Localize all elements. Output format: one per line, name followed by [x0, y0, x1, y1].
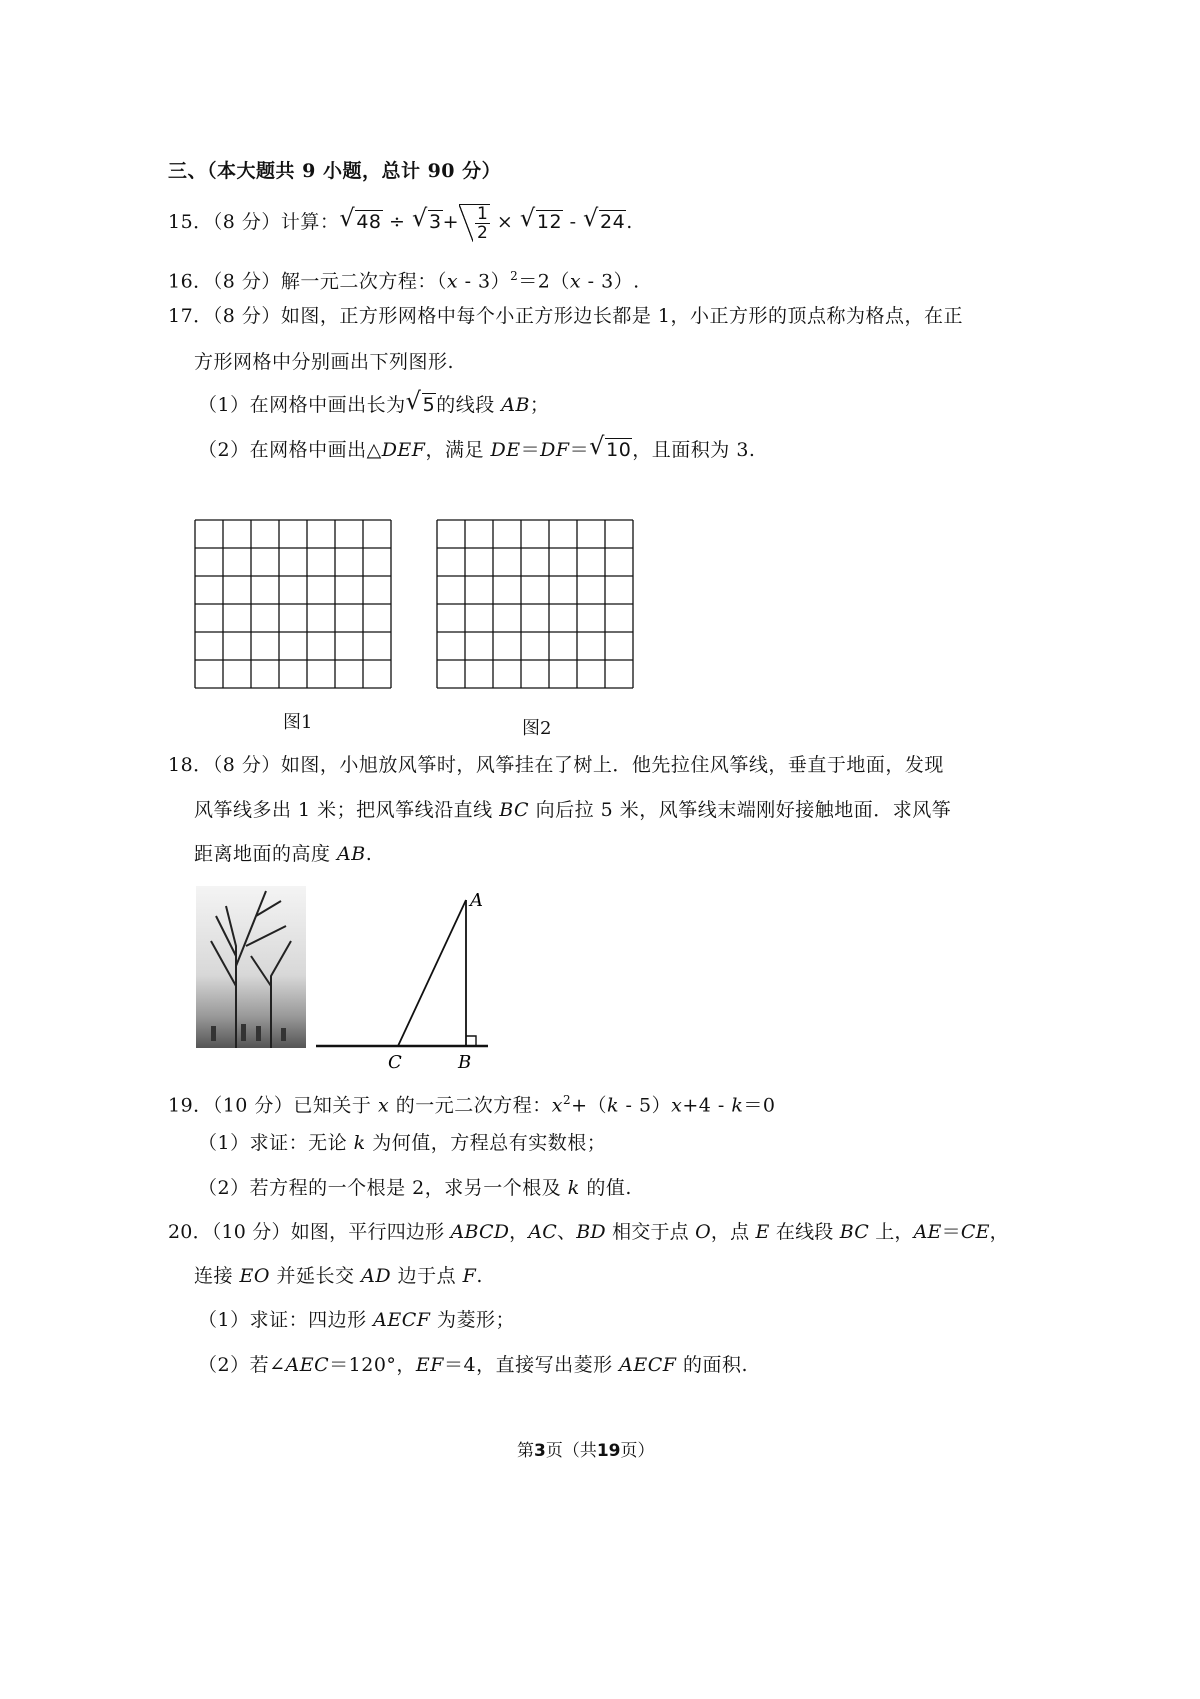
- angle-aec: AEC: [285, 1354, 330, 1376]
- q20-part2-text: 的面积.: [676, 1354, 749, 1376]
- section-header: 三、（本大题共 9 小题，总计 90 分）: [168, 160, 502, 182]
- point-e: E: [755, 1221, 770, 1243]
- sqrt-half: [459, 204, 490, 242]
- q17-part1-text: （1）在网格中画出长为: [198, 394, 406, 416]
- q15-period: .: [626, 211, 633, 233]
- grid-figure-1: [194, 519, 392, 689]
- var-x: x: [446, 270, 459, 293]
- equals-sign: ＝: [520, 439, 541, 461]
- question-20-line2: [194, 1263, 483, 1289]
- q20-text: 相交于点: [605, 1221, 696, 1243]
- segment-ac-line: [398, 900, 466, 1046]
- question-16: [168, 263, 640, 294]
- quadrilateral-aecf: AECF: [619, 1354, 677, 1376]
- q16-text: （8 分）解一元二次方程：（: [212, 270, 447, 293]
- segment-ce: CE: [960, 1221, 990, 1243]
- label-a: A: [470, 890, 483, 911]
- figure-1-caption: 图1: [283, 712, 313, 733]
- segment-ae: AE: [913, 1221, 942, 1243]
- segment-df: DF: [540, 439, 570, 461]
- segment-ab: AB: [501, 394, 530, 416]
- q19-text: 的一元二次方程：: [389, 1094, 552, 1117]
- label-c: C: [388, 1052, 402, 1072]
- q19-part2-text: 的值.: [579, 1177, 632, 1199]
- q16-number: 16．: [168, 270, 213, 293]
- label-b: B: [458, 1052, 472, 1072]
- q19-text: +（: [571, 1094, 607, 1117]
- grid-figure-2: [436, 519, 634, 689]
- segment-ac: AC: [528, 1221, 558, 1243]
- q19-part2: [198, 1175, 632, 1201]
- segment-ad: AD: [361, 1265, 392, 1287]
- q17-part2-text: （2）在网格中画出△: [198, 439, 382, 461]
- q16-text: ＝2（: [518, 270, 570, 293]
- q20-text: （10 分）如图，平行四边形: [211, 1221, 451, 1243]
- sqrt-10: √ 10: [591, 437, 632, 463]
- var-k: k: [353, 1132, 366, 1154]
- footer-text: 页（共: [545, 1441, 597, 1461]
- var-k: k: [607, 1094, 620, 1117]
- q17-part2: [198, 437, 755, 463]
- line-bc: BC: [499, 799, 530, 821]
- q20-text: ，: [989, 1221, 1009, 1243]
- fraction-denominator: 2: [477, 223, 489, 243]
- q20-part1-text: （1）求证：四边形: [198, 1309, 374, 1331]
- point-f: F: [462, 1265, 477, 1287]
- kite-diagram: [310, 886, 500, 1072]
- segment-ef: EF: [415, 1354, 444, 1376]
- q20-part2-text: （2）若∠: [198, 1354, 286, 1376]
- footer-text: 第: [517, 1441, 534, 1461]
- divide-sign: ÷: [382, 211, 413, 233]
- question-18-line1: [168, 752, 944, 778]
- q19-part1-text: 为何值，方程总有实数根；: [365, 1132, 607, 1154]
- q18-text: （8 分）如图，小旭放风筝时，风筝挂在了树上．他先拉住风筝线，垂直于地面，发现: [212, 754, 944, 776]
- q19-part1-text: （1）求证：无论: [198, 1132, 354, 1154]
- q20-text: 上，: [868, 1221, 914, 1243]
- q16-text: - 3）.: [581, 270, 640, 293]
- page-number: 3: [534, 1441, 546, 1461]
- question-20-line1: [168, 1219, 1009, 1245]
- q20-part2-text: ＝120°，: [329, 1354, 416, 1376]
- question-15: [168, 204, 633, 242]
- var-x: x: [671, 1094, 683, 1117]
- q19-part2-text: （2）若方程的一个根是 2，求另一个根及: [198, 1177, 568, 1199]
- tree-illustration: [196, 886, 306, 1048]
- q15-number: 15．: [168, 211, 213, 233]
- equals-sign: ＝: [569, 439, 590, 461]
- var-k: k: [731, 1094, 744, 1117]
- sqrt-24: √ 24: [585, 209, 626, 235]
- q18-number: 18．: [168, 754, 213, 776]
- question-19-line1: [168, 1087, 775, 1118]
- var-x: x: [377, 1094, 390, 1117]
- question-18-line2: [194, 797, 951, 823]
- question-17-line1: [168, 303, 963, 329]
- var-x: x: [551, 1094, 563, 1117]
- figure-2-caption: 图2: [522, 718, 552, 739]
- q17-part1: [198, 392, 549, 418]
- question-18-line3: [194, 841, 372, 867]
- q20-part2-text: ＝4，直接写出菱形: [443, 1354, 620, 1376]
- q19-number: 19．: [168, 1094, 213, 1117]
- height-ab: AB: [337, 843, 366, 865]
- q17-text: （8 分）如图，正方形网格中每个小正方形边长都是 1，小正方形的顶点称为格点，在正: [212, 305, 963, 327]
- q17-part1-text: ；: [529, 394, 550, 416]
- q20-text: 并延长交: [270, 1265, 362, 1287]
- triangle-def: DEF: [381, 439, 426, 461]
- times-sign: ×: [490, 211, 520, 233]
- segment-de: DE: [490, 439, 521, 461]
- q19-text: （10 分）已知关于: [212, 1094, 378, 1117]
- minus-sign: -: [563, 211, 584, 233]
- question-17-line2: 方形网格中分别画出下列图形.: [194, 351, 455, 373]
- q17-part2-text: ，满足: [425, 439, 491, 461]
- q17-part1-text: 的线段: [436, 394, 502, 416]
- q20-text: .: [476, 1265, 483, 1287]
- q20-part2: [198, 1352, 748, 1378]
- segment-eo: EO: [239, 1265, 270, 1287]
- parallelogram-abcd: ABCD: [450, 1221, 510, 1243]
- q19-part1: [198, 1130, 606, 1156]
- q20-text: ，: [509, 1221, 529, 1243]
- exponent: 2: [562, 1093, 572, 1107]
- q20-text: 在线段: [769, 1221, 840, 1243]
- right-angle-mark: [466, 1036, 476, 1046]
- q17-part2-text: ，且面积为 3.: [632, 439, 756, 461]
- sqrt-3: √ 3: [414, 209, 443, 235]
- q20-text: 边于点: [391, 1265, 463, 1287]
- q20-text: ，点: [710, 1221, 756, 1243]
- q18-text: .: [365, 843, 373, 865]
- plus-sign: +: [442, 211, 460, 233]
- q19-text: +4 -: [682, 1094, 732, 1117]
- q17-number: 17．: [168, 305, 213, 327]
- segment-bc: BC: [839, 1221, 869, 1243]
- fraction-numerator: 1: [477, 204, 489, 224]
- sqrt-5: √ 5: [408, 392, 437, 418]
- quadrilateral-aecf: AECF: [373, 1309, 431, 1331]
- var-x: x: [569, 270, 582, 293]
- page-total: 19: [596, 1441, 621, 1461]
- sqrt-12: √ 12: [522, 209, 563, 235]
- footer-text: 页）: [620, 1441, 655, 1461]
- sqrt-48: √ 48: [341, 209, 382, 235]
- q16-text: - 3）: [458, 270, 511, 293]
- q20-number: 20．: [168, 1221, 212, 1243]
- q20-text: 连接: [194, 1265, 240, 1287]
- q18-text: 距离地面的高度: [194, 843, 338, 865]
- q18-text: 向后拉 5 米，风筝线末端刚好接触地面．求风筝: [529, 799, 952, 821]
- point-o: O: [695, 1221, 711, 1243]
- var-k: k: [567, 1177, 580, 1199]
- q20-part1-text: 为菱形；: [430, 1309, 515, 1331]
- tree-photo: [196, 886, 306, 1048]
- q20-part1: [198, 1307, 515, 1333]
- q15-score: （8 分）计算：: [212, 211, 340, 233]
- q20-text: ＝: [941, 1221, 961, 1243]
- page-footer: [517, 1436, 655, 1461]
- q20-text: 、: [557, 1221, 577, 1243]
- q18-text: 风筝线多出 1 米；把风筝线沿直线: [194, 799, 500, 821]
- q19-text: - 5）: [619, 1094, 672, 1117]
- q19-text: ＝0: [743, 1094, 776, 1117]
- exponent: 2: [510, 269, 519, 283]
- segment-bd: BD: [576, 1221, 606, 1243]
